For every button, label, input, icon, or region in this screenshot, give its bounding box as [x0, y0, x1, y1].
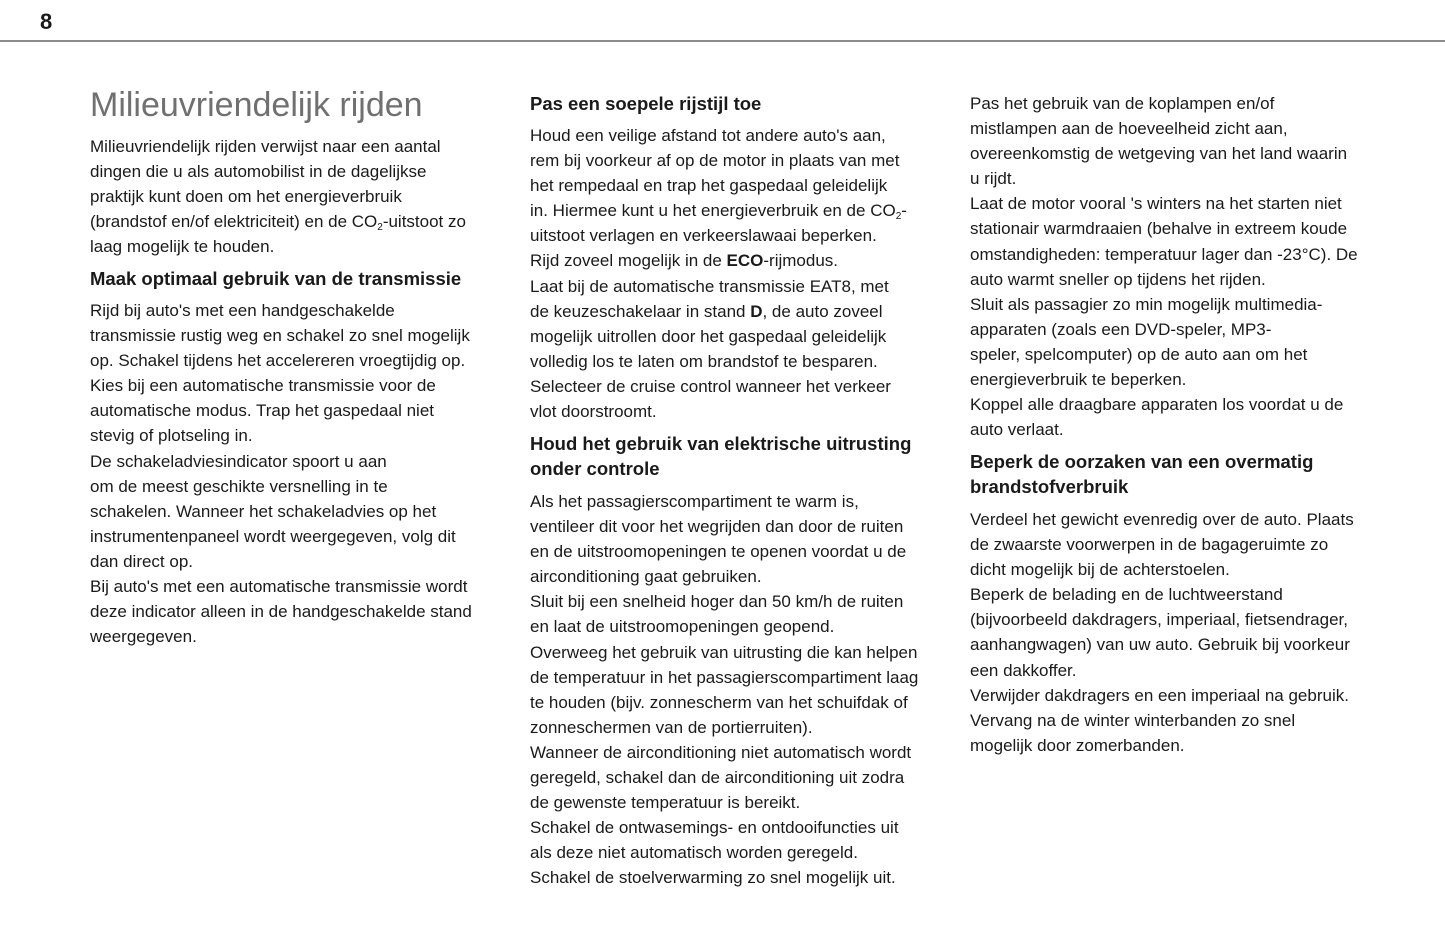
- text-line: de temperatuur in het passagierscompartiment laag: [530, 667, 919, 687]
- text-line: airconditioning gaat gebruiken.: [530, 567, 762, 587]
- section-heading-electrical-equipment: [530, 431, 911, 481]
- text-fragment: -uitstoot zo: [382, 212, 466, 232]
- text-line: Sluit bij een snelheid hoger dan 50 km/h de ruiten: [530, 592, 904, 612]
- text-line: (bijvoorbeeld dakdragers, imperiaal, fietsendrager,: [970, 610, 1348, 630]
- eco-mode-label: ECO: [726, 251, 764, 271]
- section-heading-driving-style: Pas een soepele rijstijl toe: [530, 93, 762, 114]
- text-line: apparaten (zoals een DVD-speler, MP3-: [970, 319, 1272, 339]
- text-line: Laat de motor vooral 's winters na het starten niet: [970, 194, 1342, 214]
- text-line: te houden (bijv. zonnescherm van het schuifdak of: [530, 692, 908, 712]
- text-line: dan direct op.: [90, 551, 194, 571]
- text-line: ventileer dit voor het wegrijden dan door de ruiten: [530, 517, 904, 537]
- text-fragment: de keuzeschakelaar in stand: [530, 301, 751, 321]
- text-line: weergegeven.: [90, 627, 197, 647]
- text-fragment: -: [901, 201, 907, 221]
- text-line: dingen die u als automobilist in de dagelijkse: [90, 162, 427, 182]
- text-line: stevig of plotseling in.: [90, 426, 253, 446]
- text-line: overeenkomstig de wetgeving van het land waarin: [970, 144, 1348, 164]
- text-fragment: -rijmodus.: [763, 251, 839, 271]
- header-divider: [0, 40, 1445, 42]
- heading-line: Beperk de oorzaken van een overmatig: [970, 451, 1314, 472]
- text-fragment: (brandstof en/of elektriciteit) en de CO: [90, 212, 378, 232]
- text-line: een dakkoffer.: [970, 660, 1077, 680]
- text-line: praktijk kunt doen om het energieverbruik: [90, 187, 402, 207]
- page-title: Milieuvriendelijk rijden: [90, 86, 423, 124]
- text-line: stationair warmdraaien (behalve in extreem koude: [970, 219, 1348, 239]
- text-line: [530, 248, 907, 273]
- text-line: Als het passagierscompartiment te warm is,: [530, 492, 859, 511]
- text-line: zonneschermen van de portierruiten).: [530, 717, 813, 737]
- text-line: De schakeladviesindicator spoort u aan: [90, 451, 387, 471]
- text-line: als deze niet automatisch worden geregeld.: [530, 843, 858, 863]
- text-line: Wanneer de airconditioning niet automatisch wordt: [530, 742, 912, 762]
- section-body-electrical-continued: [970, 91, 1358, 442]
- text-fragment: , de auto zoveel: [762, 301, 883, 321]
- text-line: instrumentenpaneel wordt weergegeven, volg dit: [90, 526, 456, 546]
- intro-paragraph: [90, 134, 466, 259]
- text-line: auto verlaat.: [970, 420, 1064, 440]
- text-line: geregeld, schakel dan de airconditioning uit zodra: [530, 768, 905, 788]
- text-line: mistlampen aan de hoeveelheid zicht aan,: [970, 119, 1288, 139]
- text-line: omstandigheden: temperatuur lager dan -23°C). De: [970, 244, 1358, 264]
- heading-line: brandstofverbruik: [970, 476, 1129, 497]
- text-line: mogelijk door zomerbanden.: [970, 735, 1185, 755]
- text-line: dicht mogelijk bij de achterstoelen.: [970, 560, 1230, 580]
- heading-line: onder controle: [530, 458, 660, 479]
- text-line: rem bij voorkeur af op de motor in plaats van met: [530, 151, 900, 171]
- text-line: speler, spelcomputer) op de auto aan om het: [970, 344, 1308, 364]
- subscript: 2: [895, 211, 902, 223]
- text-line: [90, 209, 466, 234]
- text-fragment: Rijd zoveel mogelijk in de: [530, 251, 727, 271]
- text-line: Overweeg het gebruik van uitrusting die kan helpen: [530, 642, 918, 662]
- subscript: 2: [377, 222, 383, 234]
- text-line: Bij auto's met een automatische transmissie wordt: [90, 577, 468, 597]
- text-line: aanhangwagen) van uw auto. Gebruik bij voorkeur: [970, 635, 1350, 655]
- text-line: schakelen. Wanneer het schakeladvies op het: [90, 501, 437, 521]
- text-line: volledig los te laten om brandstof te besparen.: [530, 351, 878, 371]
- text-fragment: in. Hiermee kunt u het energieverbruik en de CO: [530, 201, 896, 221]
- text-line: energieverbruik te beperken.: [970, 370, 1187, 390]
- text-line: Verwijder dakdragers en een imperiaal na gebruik.: [970, 685, 1349, 705]
- text-line: en laat de uitstroomopeningen geopend.: [530, 617, 835, 637]
- text-line: Sluit als passagier zo min mogelijk multimedia-: [970, 294, 1323, 314]
- section-heading-transmission: Maak optimaal gebruik van de transmissie: [90, 268, 462, 289]
- text-line: auto warmt sneller op tijdens het rijden.: [970, 269, 1266, 289]
- section-body-transmission: [90, 298, 472, 649]
- text-line: en de uitstroomopeningen te openen voordat u de: [530, 542, 907, 562]
- text-line: het rempedaal en trap het gaspedaal geleidelijk: [530, 176, 888, 196]
- section-heading-fuel-consumption: [970, 449, 1313, 499]
- text-line: u rijdt.: [970, 169, 1017, 189]
- text-line: Schakel de ontwasemings- en ontdooifuncties uit: [530, 818, 899, 838]
- drive-position-label: D: [750, 301, 763, 321]
- text-line: deze indicator alleen in de handgeschakelde stand: [90, 602, 472, 622]
- text-line: vlot doorstroomt.: [530, 402, 657, 422]
- text-line: [530, 299, 907, 324]
- page-number: 8: [40, 9, 53, 34]
- text-line: Schakel de stoelverwarming zo snel mogelijk uit.: [530, 868, 896, 888]
- text-line: mogelijk uitrollen door het gaspedaal geleidelijk: [530, 326, 887, 346]
- text-line: [530, 198, 907, 223]
- text-line: de gewenste temperatuur is bereikt.: [530, 793, 801, 813]
- text-line: Koppel alle draagbare apparaten los voordat u de: [970, 395, 1344, 415]
- heading-line: Houd het gebruik van elektrische uitrusting: [530, 433, 912, 454]
- text-line: automatische modus. Trap het gaspedaal niet: [90, 401, 434, 421]
- text-line: Laat bij de automatische transmissie EAT8, met: [530, 276, 889, 296]
- section-body-fuel-consumption: [970, 507, 1354, 758]
- text-line: Rijd bij auto's met een handgeschakelde: [90, 301, 395, 320]
- text-line: Vervang na de winter winterbanden zo snel: [970, 710, 1296, 730]
- text-line: Beperk de belading en de luchtweerstand: [970, 585, 1283, 605]
- text-line: transmissie rustig weg en schakel zo snel mogelijk: [90, 326, 470, 346]
- text-line: Milieuvriendelijk rijden verwijst naar een aantal: [90, 137, 441, 156]
- text-line: om de meest geschikte versnelling in te: [90, 476, 388, 496]
- text-line: uitstoot verlagen en verkeerslawaai beperken.: [530, 226, 877, 246]
- text-line: Kies bij een automatische transmissie voor de: [90, 376, 436, 396]
- text-line: Houd een veilige afstand tot andere auto's aan,: [530, 126, 886, 145]
- text-line: Verdeel het gewicht evenredig over de auto. Plaats: [970, 510, 1354, 529]
- section-body-electrical-equipment: [530, 489, 918, 891]
- text-line: Pas het gebruik van de koplampen en/of: [970, 94, 1275, 113]
- text-line: de zwaarste voorwerpen in de bagageruimte zo: [970, 535, 1329, 555]
- text-line: laag mogelijk te houden.: [90, 237, 275, 257]
- text-line: Selecteer de cruise control wanneer het verkeer: [530, 376, 891, 396]
- section-body-driving-style: [530, 123, 907, 424]
- text-line: op. Schakel tijdens het accelereren vroegtijdig op.: [90, 351, 466, 371]
